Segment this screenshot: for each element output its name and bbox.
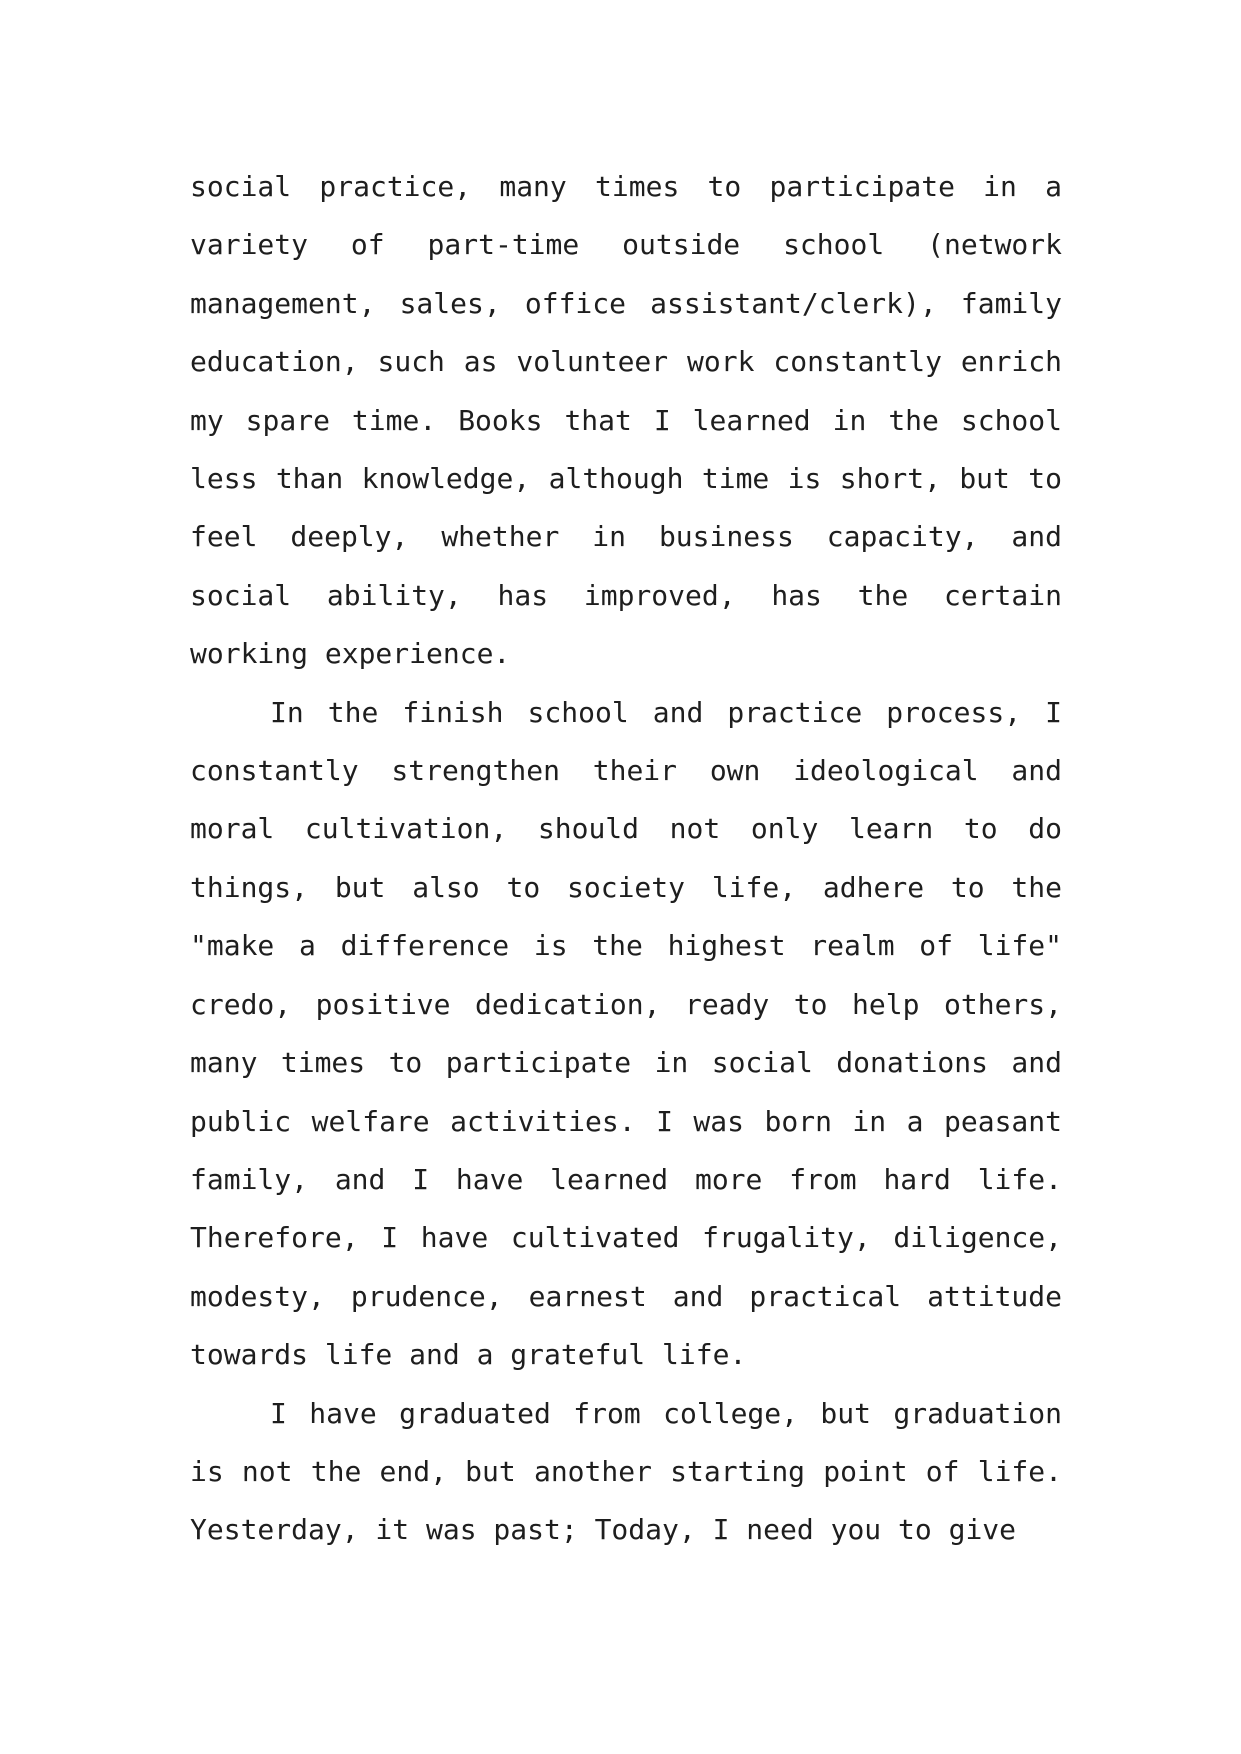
paragraph-3: I have graduated from college, but graduation is not the end, but another starting point of life. Yesterday, it was past; Today, I need you to give [190,1396,1062,1547]
paragraph-1: social practice, many times to participate in a variety of part-time outside school (network management, sales, office assistant/clerk), family education, such as volunteer work constantly enrich my spare time. Books that I learned in the school less than knowledge, although time is short, but to feel deeply, whether in business capacity, and social ability, has improved, has the certain working experience. [190,170,1062,671]
body-text [190,158,1062,1560]
paragraph-2: In the finish school and practice process, I constantly strengthen their own ideological and moral cultivation, should not only learn to do things, but also to society life, adhere to the "make a difference is the highest realm of life" credo, positive dedication, ready to help others, many times to participate in social donations and public welfare activities. I was born in a peasant family, and I have learned more from hard life. Therefore, I have cultivated frugality, diligence, modesty, prudence, earnest and practical attitude towards life and a grateful life. [190,695,1062,1372]
